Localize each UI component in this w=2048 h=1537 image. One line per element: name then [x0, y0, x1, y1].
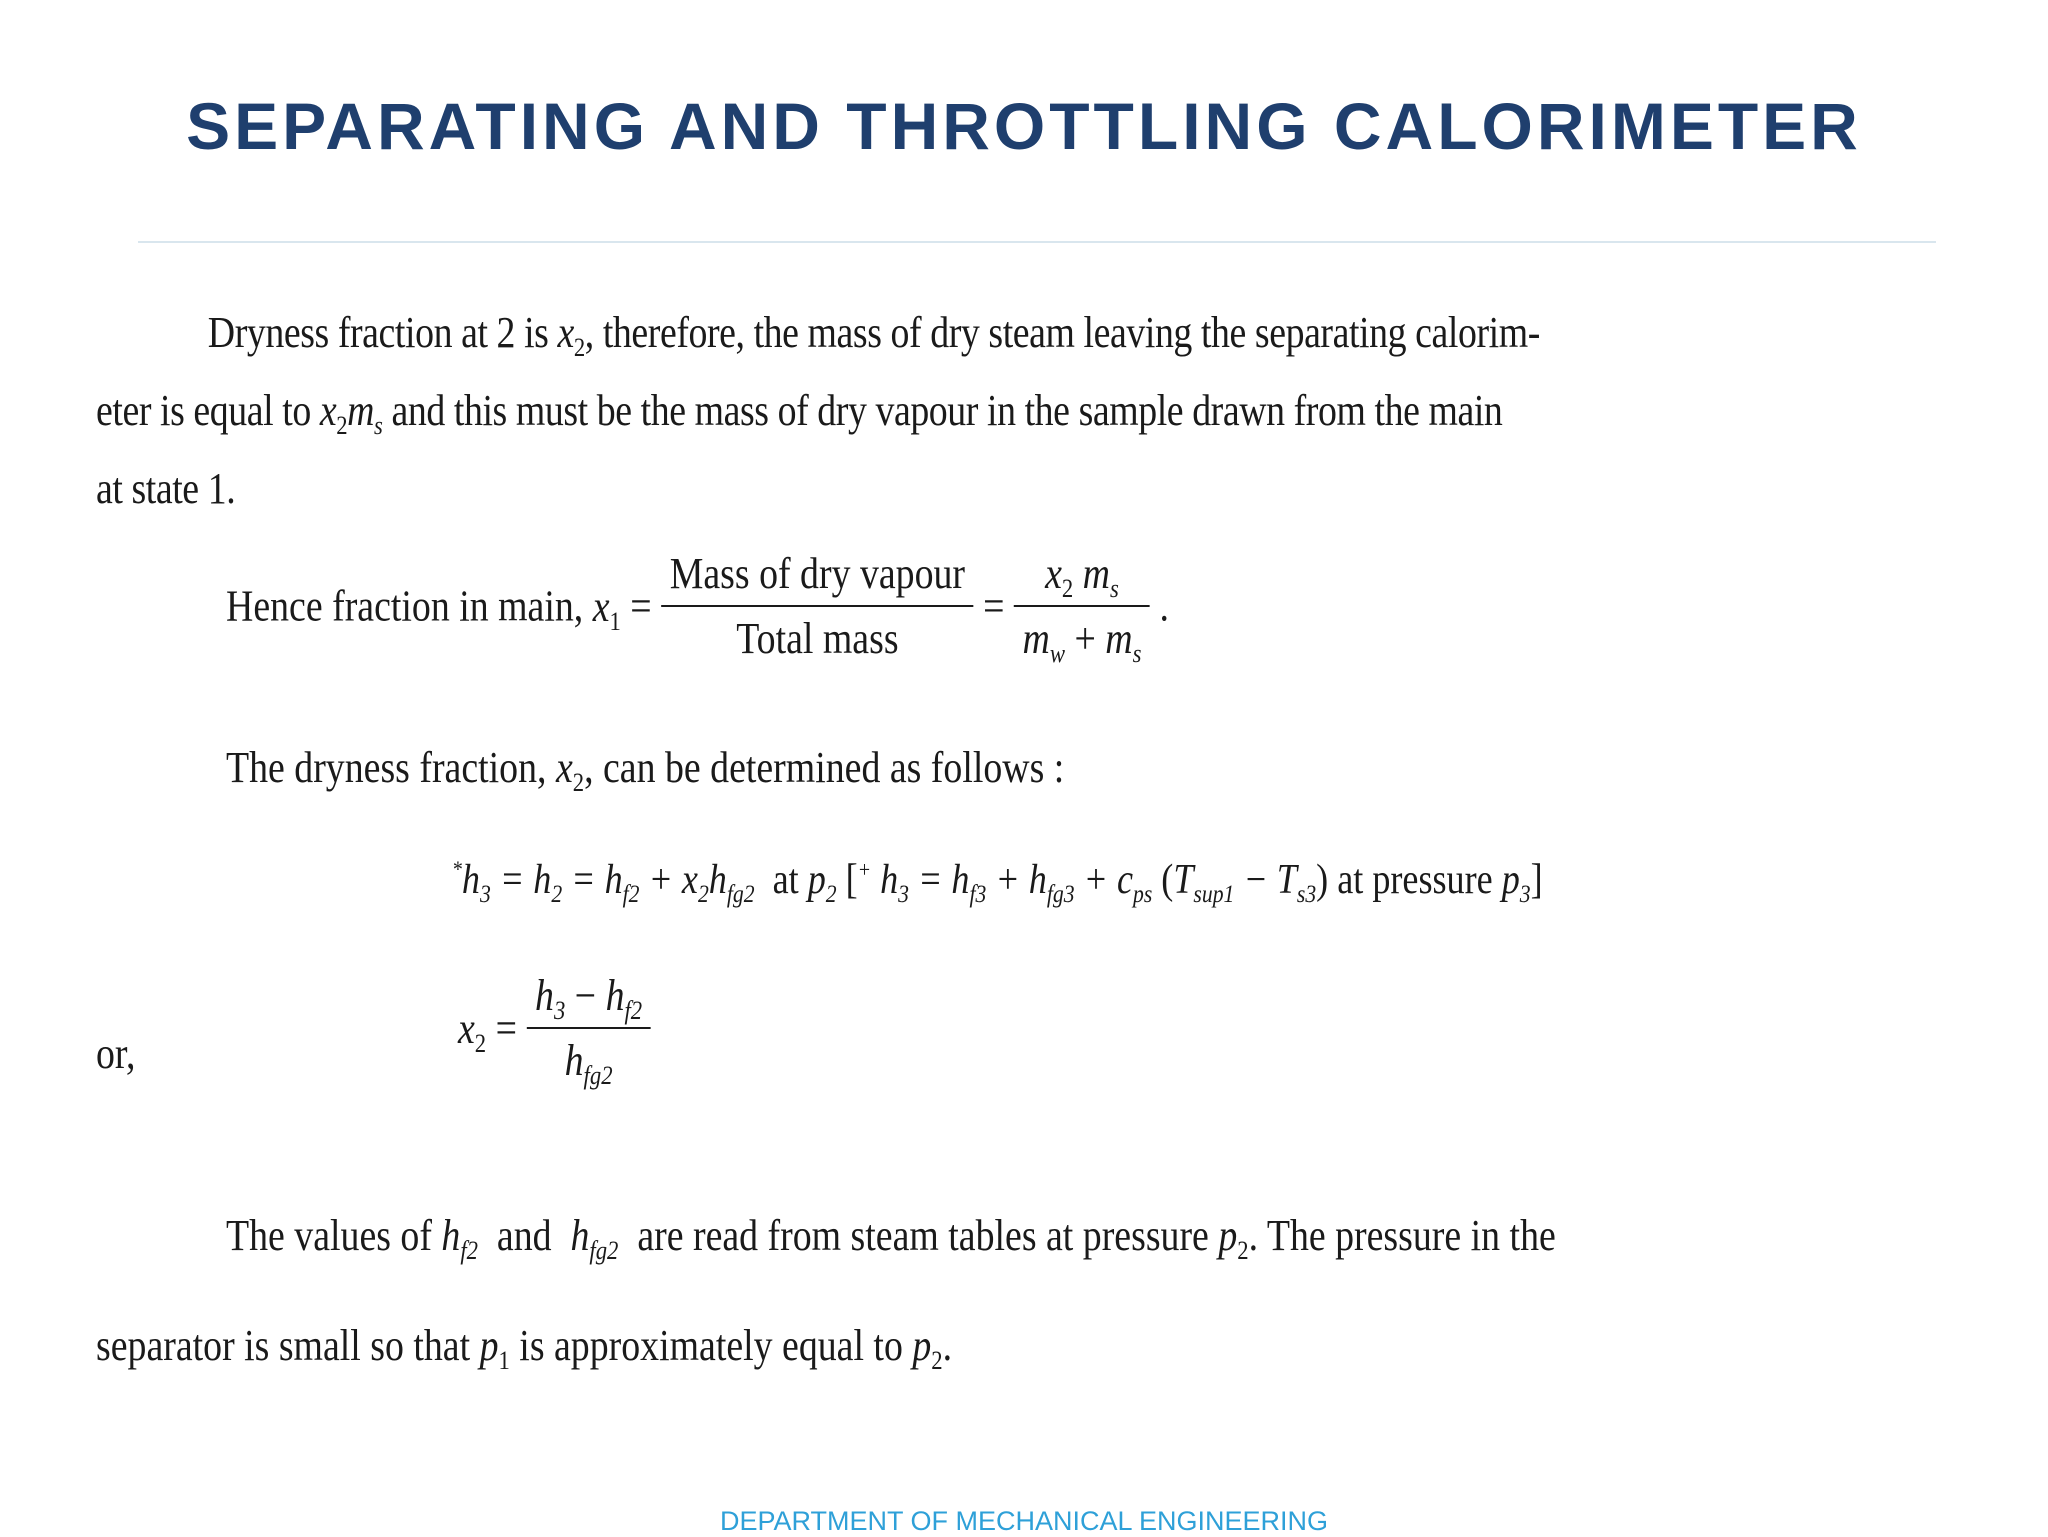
fraction-mass-ratio: $\frac{\text{Mass of dry vapour}}{\text{Total mass}}$: [661, 548, 974, 664]
label-or: or,: [96, 1029, 136, 1078]
footer-department: DEPARTMENT OF MECHANICAL ENGINEERING: [719, 1506, 1329, 1536]
equation-fraction-in-main: Hence fraction in main, $x_1$ = $\frac{\text{Mass of dry vapour}}{\text{Total mass}}$ = $\frac{x_2 m_s}{m_w + m_s}$ .: [226, 549, 1169, 669]
equation-enthalpy-balance: $^*h_3 = h_2 = h_{f2} + x_2h_{fg2}$ at $p_2$ [+ $h_3 = h_{f3} + h_{fg3} + c_{ps}$ $(T_{sup1} - T_{s3})$ at pressure $p_3$]: [452, 855, 1543, 908]
equation-x2: $x_2$ = $\frac{h_3 - h_{f2}}{h_{fg2}}$: [458, 970, 651, 1086]
fraction-mass-symbols: $\frac{x_2 m_s}{m_w + m_s}$: [1014, 548, 1150, 664]
paragraph-determined-as-follows: The dryness fraction, $x_2$, can be determined as follows :: [226, 743, 1065, 798]
slide-title: SEPARATING AND THROTTLING CALORIMETER: [186, 89, 1862, 163]
title-divider: [138, 241, 1936, 243]
paragraph-steam-tables: The values of $h_{f2}$ and $h_{fg2}$ are read from steam tables at pressure $p_2$. The pressure in the: [226, 1211, 1556, 1266]
paragraph-dryness-fraction: Dryness fraction at 2 is $x_2$, therefore, the mass of dry steam leaving the separating calorim- eter is equal to $x_2m_s$ and this must be the mass of dry vapour in the sample drawn from the main at state 1.: [96, 308, 1540, 513]
paragraph-separator-pressure: separator is small so that $p_1$ is approximately equal to $p_2$.: [96, 1321, 953, 1376]
fraction-x2: $\frac{h_3 - h_{f2}}{h_{fg2}}$: [526, 970, 650, 1086]
